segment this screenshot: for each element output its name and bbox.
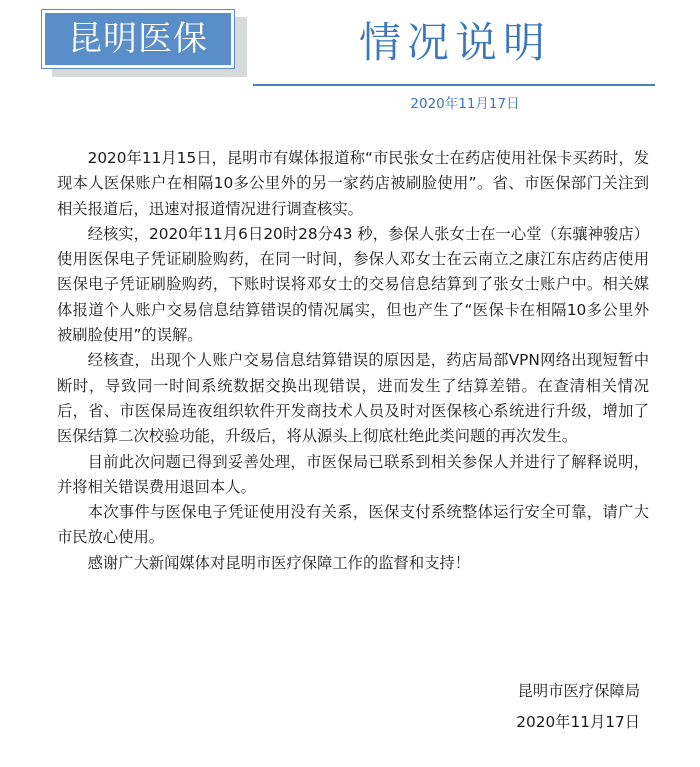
header-date: 2020年11月17日 [410, 96, 520, 112]
paragraph-safety: 本次事件与医保电子凭证使用没有关系，医保支付系统整体运行安全可靠，请广大市民放心使用。 [57, 503, 649, 547]
page-title: 情况说明 [358, 18, 551, 67]
signature-organization: 昆明市医疗保障局 [517, 682, 640, 700]
paragraph-resolution: 目前此次问题已得到妥善处理，市医保局已联系到相关参保人并进行了解释说明，并将相关错误费用退回本人。 [57, 452, 649, 496]
paragraph-thanks: 感谢广大新闻媒体对昆明市医疗保障工作的监督和支持！ [87, 553, 471, 572]
title-divider [253, 84, 655, 86]
paragraph-cause: 经核查，出现个人账户交易信息结算错误的原因是，药店局部VPN网络出现短暂中断时，导致同一时间系统数据交换出现错误，进而发生了结算差错。在查清相关情况后，省、市医保局连夜组织软件开发商技术人员及时对医保核心系统进行升级，增加了医保结算二次校验功能，升级后，将从源头上彻底杜绝此类问题的再次发生。 [57, 351, 649, 446]
logo-badge: 昆明医保 [42, 10, 234, 68]
paragraph-verification: 经核实，2020年11月6日20时28分43 秒，参保人张女士在一心堂（东骧神骏店）使用医保电子凭证刷脸购药，在同一时间，参保人邓女士在云南立之康江东店药店使用医保电子凭证刷脸购药，下账时误将邓女士的交易信息结算到了张女士账户中。相关媒体报道个人账户交易信息结算错误的情况属实，但也产生了“医保卡在相隔10多公里外被刷脸使用”的误解。 [57, 224, 649, 345]
statement-body [57, 146, 649, 576]
signature-date: 2020年11月17日 [516, 713, 640, 731]
paragraph-report: 2020年11月15日，昆明市有媒体报道称“市民张女士在药店使用社保卡买药时，发现本人医保账户在相隔10多公里外的另一家药店被刷脸使用”。省、市医保部门关注到相关报道后，迅速对报道情况进行调查核实。 [57, 149, 649, 218]
